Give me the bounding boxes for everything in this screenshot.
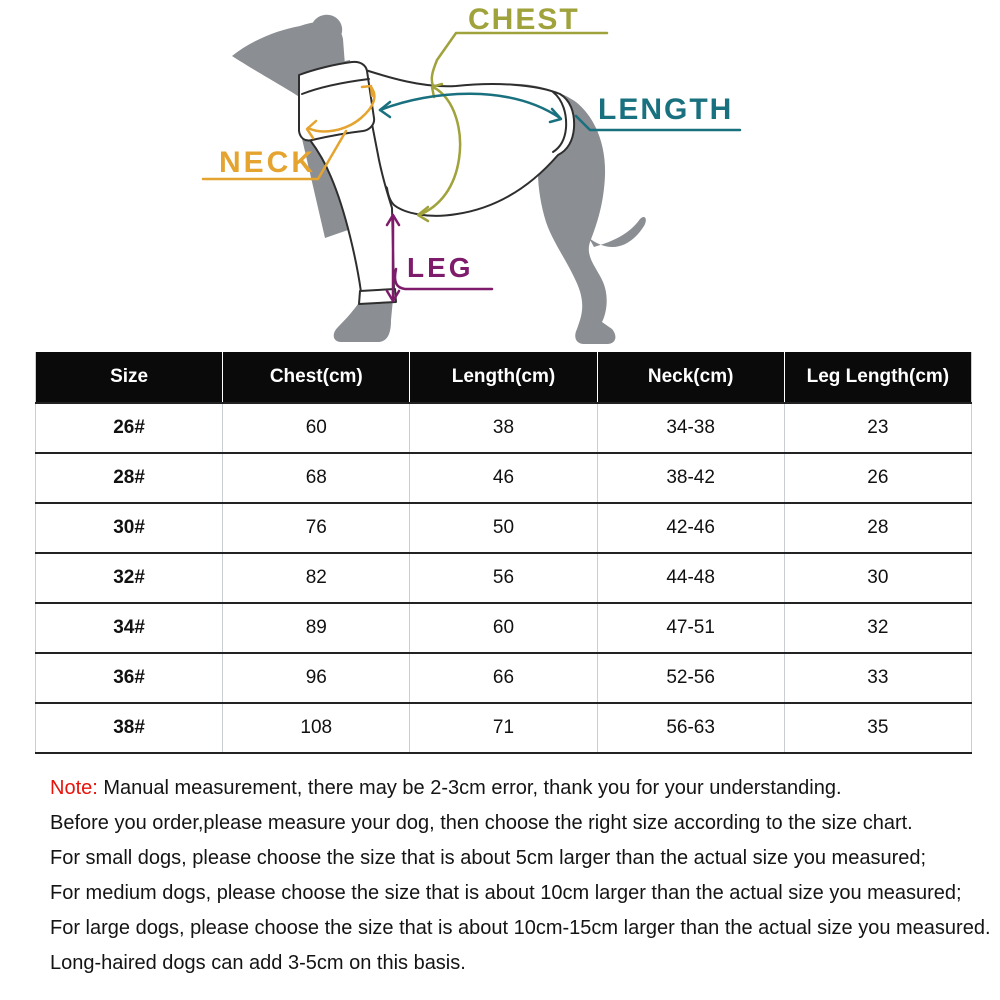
size-cell: 34# [36,603,223,653]
size-cell: 32# [36,553,223,603]
length-cell: 38 [410,403,597,453]
note-line-5: For large dogs, please choose the size that is about 10cm-15cm larger than the actual size you measured. [50,917,991,939]
size-chart-table [35,352,972,754]
neck-label: NECK [219,146,317,179]
neck-cell: 42-46 [597,503,784,553]
chest-cell: 68 [223,453,410,503]
neck-cell: 34-38 [597,403,784,453]
dog-measurement-diagram [0,0,1000,350]
note-line-1 [50,771,998,806]
chest-cell: 82 [223,553,410,603]
length-cell: 66 [410,653,597,703]
neck-cell: 56-63 [597,703,784,753]
table-row [36,603,972,653]
dog-tail [589,217,646,247]
leg-length-cell: 35 [784,703,971,753]
note-text: Manual measurement, there may be 2-3cm error, thank you for your understanding. [97,777,842,799]
leg-label: LEG [407,252,474,283]
chest-cell: 96 [223,653,410,703]
length-cell: 71 [410,703,597,753]
chest-cell: 89 [223,603,410,653]
dog-diagram-svg [0,0,1000,350]
col-header-leg-length: Leg Length(cm) [784,352,971,403]
size-cell: 38# [36,703,223,753]
table-row [36,653,972,703]
dog-front-paw [334,299,393,342]
col-header-neck: Neck(cm) [597,352,784,403]
table-row [36,503,972,553]
note-label: Note: [50,777,98,799]
neck-cell: 47-51 [597,603,784,653]
table-row [36,703,972,753]
table-row [36,553,972,603]
leg-length-cell: 30 [784,553,971,603]
table-row [36,453,972,503]
neck-cell: 52-56 [597,653,784,703]
size-cell: 28# [36,453,223,503]
leg-length-cell: 33 [784,653,971,703]
neck-cell: 38-42 [597,453,784,503]
table-row [36,403,972,453]
leg-length-cell: 32 [784,603,971,653]
neck-cell: 44-48 [597,553,784,603]
length-cell: 60 [410,603,597,653]
col-header-chest: Chest(cm) [223,352,410,403]
leg-length-cell: 23 [784,403,971,453]
note-line-2: Before you order,please measure your dog, then choose the right size according to the size chart. [50,812,913,834]
col-header-size: Size [36,352,223,403]
length-cell: 50 [410,503,597,553]
leg-length-cell: 26 [784,453,971,503]
note-line-3: For small dogs, please choose the size that is about 5cm larger than the actual size you measured; [50,847,927,869]
chest-cell: 60 [223,403,410,453]
size-cell: 26# [36,403,223,453]
length-cell: 46 [410,453,597,503]
leg-length-cell: 28 [784,503,971,553]
chest-label-line [432,33,607,86]
chest-cell: 108 [223,703,410,753]
length-cell: 56 [410,553,597,603]
chest-label: CHEST [468,3,580,36]
note-line-4: For medium dogs, please choose the size that is about 10cm larger than the actual size you measured; [50,882,962,904]
note-line-6: Long-haired dogs can add 3-5cm on this basis. [50,952,466,974]
chest-cell: 76 [223,503,410,553]
table-header-row [36,352,972,403]
size-cell: 30# [36,503,223,553]
size-cell: 36# [36,653,223,703]
col-header-length: Length(cm) [410,352,597,403]
length-label: LENGTH [598,93,734,126]
measurement-notes [50,771,998,981]
